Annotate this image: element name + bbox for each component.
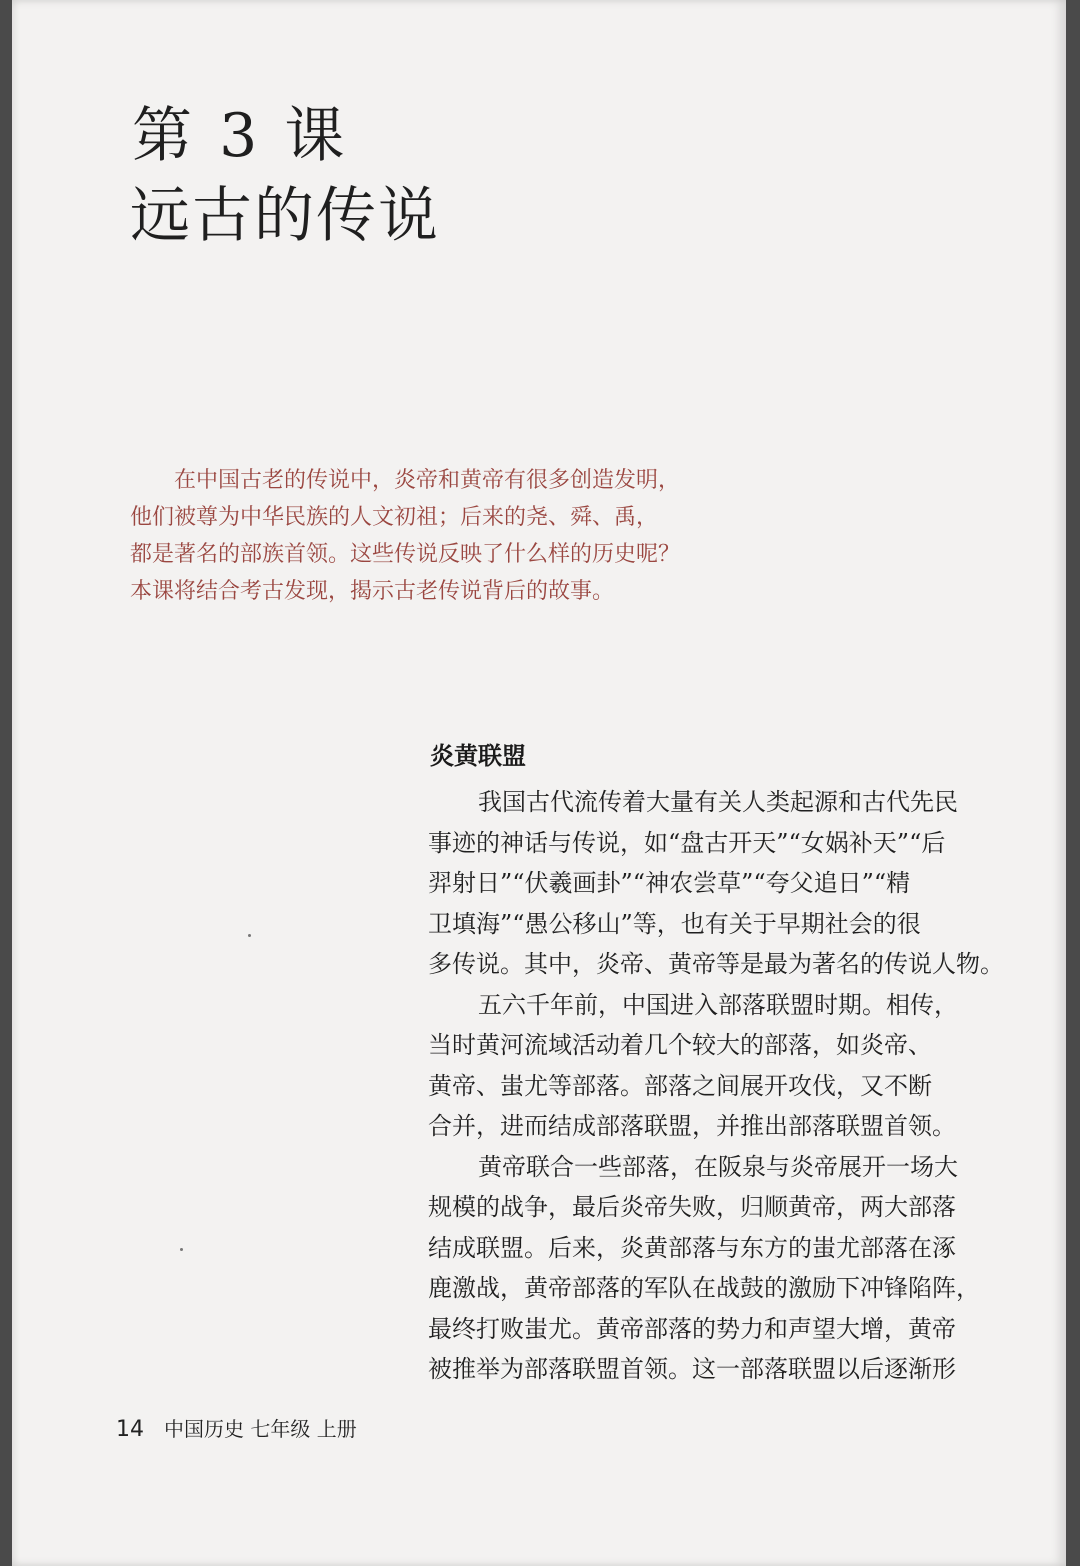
body-line: 合并，进而结成部落联盟，并推出部落联盟首领。	[428, 1112, 956, 1140]
page-number: 14	[116, 1417, 144, 1442]
body-line: 当时黄河流域活动着几个较大的部落，如炎帝、	[428, 1031, 932, 1059]
lesson-introduction	[130, 462, 730, 610]
intro-line: 本课将结合考古发现，揭示古老传说背后的故事。	[130, 579, 615, 604]
paper-speck	[180, 1248, 183, 1251]
body-line: 黄帝联合一些部落，在阪泉与炎帝展开一场大	[478, 1152, 958, 1181]
body-line: 多传说。其中，炎帝、黄帝等是最为著名的传说人物。	[428, 950, 1004, 978]
body-line: 卫填海”“愚公移山”等，也有关于早期社会的很	[428, 909, 921, 938]
section-body	[428, 782, 1008, 1390]
page-footer	[116, 1414, 357, 1445]
intro-line: 都是著名的部族首领。这些传说反映了什么样的历史呢？	[130, 542, 681, 567]
body-line: 最终打败蚩尤。黄帝部落的势力和声望大增，黄帝	[428, 1314, 956, 1343]
body-line: 鹿激战，黄帝部落的军队在战鼓的激励下冲锋陷阵，	[428, 1274, 980, 1302]
body-line: 被推举为部落联盟首领。这一部落联盟以后逐渐形	[428, 1355, 956, 1383]
body-line: 我国古代流传着大量有关人类起源和古代先民	[478, 788, 958, 816]
lesson-title: 远古的传说	[130, 181, 440, 251]
body-line: 结成联盟。后来，炎黄部落与东方的蚩尤部落在涿	[428, 1233, 956, 1262]
paper-speck	[248, 934, 251, 937]
lesson-number: 第 3 课	[132, 101, 349, 171]
intro-line: 他们被尊为中华民族的人文初祖；后来的尧、舜、禹，	[130, 505, 659, 530]
textbook-page	[12, 0, 1066, 1566]
body-line: 黄帝、蚩尤等部落。部落之间展开攻伐，又不断	[428, 1071, 932, 1100]
intro-line: 在中国古老的传说中，炎帝和黄帝有很多创造发明，	[174, 468, 681, 493]
body-line: 事迹的神话与传说，如“盘古开天”“女娲补天”“后	[428, 828, 946, 857]
body-line: 五六千年前，中国进入部落联盟时期。相传，	[478, 990, 958, 1019]
book-title: 中国历史 七年级 上册	[164, 1417, 357, 1441]
body-line: 规模的战争，最后炎帝失败，归顺黄帝，两大部落	[428, 1193, 956, 1221]
body-line: 羿射日”“伏羲画卦”“神农尝草”“夸父追日”“精	[428, 869, 911, 897]
section-heading: 炎黄联盟	[430, 742, 526, 770]
